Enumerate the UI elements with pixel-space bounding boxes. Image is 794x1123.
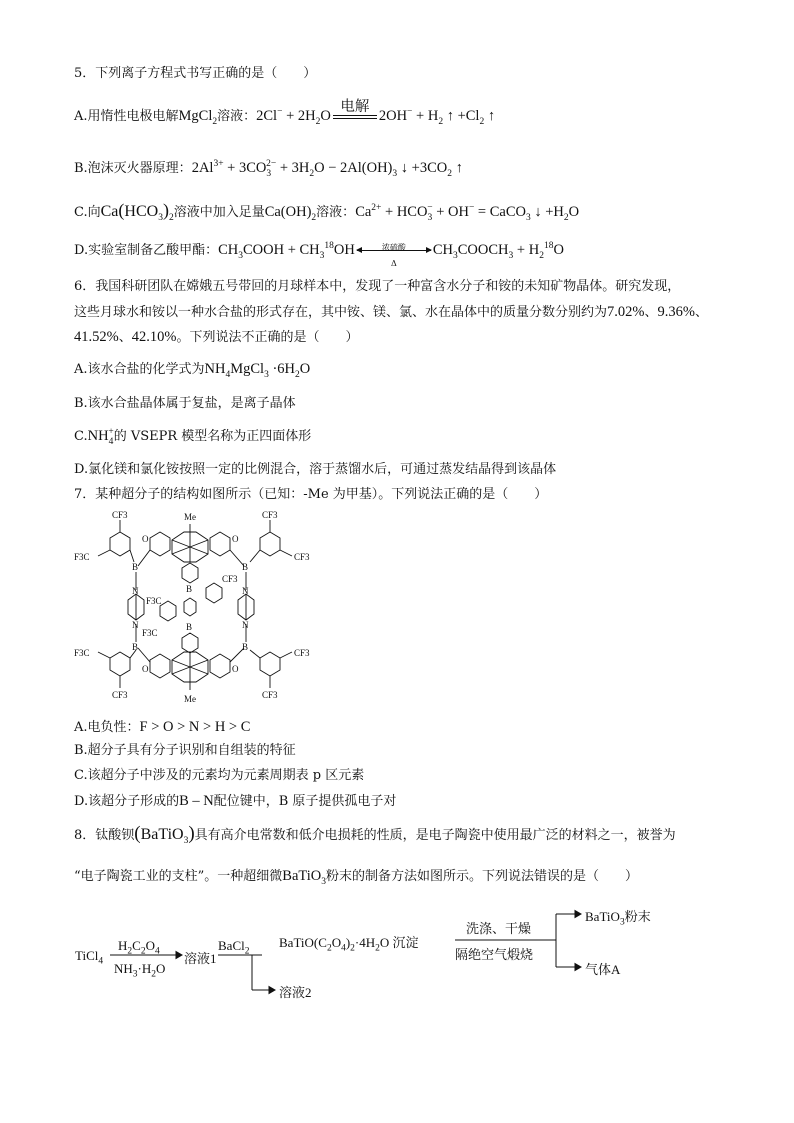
q8-line1: 8．钛酸钡(BaTiO$_3$)具有高介电常数和低介电损耗的性质，是电子陶瓷中使用最广泛的材料之一，被誉为 xyxy=(74,823,676,847)
q5-d-text: D.实验室制备乙酸甲酯： xyxy=(74,243,219,258)
fig-cf3-7: CF3 xyxy=(222,574,238,584)
flow-solution-2: 溶液2 xyxy=(279,985,312,1000)
q7-stem: 7．某种超分子的结构如图所示（已知：-Me 为甲基）。下列说法正确的是（ ） xyxy=(74,487,548,502)
fig-n-1: N xyxy=(132,586,139,596)
q5-c-mid1: 溶液中加入足量 xyxy=(173,205,265,220)
q7-d-bond: B – N xyxy=(179,793,214,809)
q5-a-text: A.用惰性电极电解 xyxy=(74,109,179,124)
fig-o-3: O xyxy=(142,664,149,674)
fig-f3c-1: F3C xyxy=(74,552,90,562)
fig-cf3-5: CF3 xyxy=(112,690,128,700)
fig-cf3-4: CF3 xyxy=(294,648,310,658)
fig-b-6: B xyxy=(186,622,193,632)
fig-f3c-4: F3C xyxy=(142,628,158,638)
q6-line1: 6．我国科研团队在嫦娥五号带回的月球样本中，发现了一种富含水分子和铵的未知矿物晶体。研究发现， xyxy=(74,279,681,294)
flow-reagent-top: $H_2C_2O_4$ xyxy=(118,938,160,957)
q6-option-b[interactable]: B.该水合盐晶体属于复盐，是离子晶体 xyxy=(74,396,296,411)
fig-cf3-6: CF3 xyxy=(262,690,278,700)
flow-start-ticl4: TiCl$_4$ xyxy=(75,948,104,967)
flow-bacl2: BaCl$_2$ xyxy=(218,938,250,957)
fig-b-1: B xyxy=(132,562,139,572)
q6-line3: 41.52%、42.10%。下列说法不正确的是（ ） xyxy=(74,329,359,345)
q6-a-text: A.该水合盐的化学式为 xyxy=(74,362,205,377)
flow-solution-1: 溶液1 xyxy=(184,951,217,966)
q7-option-d[interactable]: D.该超分子形成的B – N配位键中，B 原子提供孤电子对 xyxy=(74,793,397,809)
fig-cf3-2: CF3 xyxy=(262,510,278,520)
fig-o-1: O xyxy=(142,534,149,544)
q6-percent-4: 42.10% xyxy=(131,329,177,345)
q6-option-d[interactable]: D.氯化镁和氯化铵按照一定的比例混合，溶于蒸馏水后，可通过蒸发结晶得到该晶体 xyxy=(74,462,557,477)
q5-c-mid2: 溶液： xyxy=(316,205,356,220)
flow-calcine: 隔绝空气煅烧 xyxy=(455,947,534,962)
flow-product-gas-a: 气体A xyxy=(585,962,621,977)
fig-n-2: N xyxy=(132,620,139,630)
q8-line2: “电子陶瓷工业的支柱”。一种超细微BaTiO$_3$粉末的制备方法如图所示。下列说法错误的是（ ） xyxy=(74,868,639,887)
fig-b-2: B xyxy=(242,562,249,572)
q6-percent-2: 9.36% xyxy=(657,304,695,320)
q7-a-text: A.电负性： xyxy=(74,720,140,735)
fig-b-4: B xyxy=(242,642,249,652)
flow-reagent-bottom: $NH_3\cdot H_2O$ xyxy=(114,961,166,980)
q7-option-b[interactable]: B.超分子具有分子识别和自组装的特征 xyxy=(74,743,296,758)
fig-f3c-2: F3C xyxy=(74,648,90,658)
fig-f3c-3: F3C xyxy=(146,596,162,606)
q6-option-a[interactable]: A.该水合盐的化学式为$NH_4MgCl_3 \cdot 6H_2O$ xyxy=(74,361,311,380)
q6-option-c[interactable]: $C.NH_4^+$的 VSEPR 模型名称为正四面体形 xyxy=(74,427,312,447)
fig-me-bottom: Me xyxy=(184,694,196,704)
flow-product-batio3: BaTiO$_3$粉末 xyxy=(585,909,651,928)
q6-c-text: 的 VSEPR 模型名称为正四面体形 xyxy=(113,429,312,444)
q5-d-cond-bot: Δ xyxy=(390,259,397,268)
fig-n-3: N xyxy=(242,586,249,596)
q5-option-b[interactable]: B.泡沫灭火器原理：$2Al^{3+} + 3CO_3^{2-} + 3H_2O - 2Al(OH)_3$ ↓ $+3CO_2$ ↑ xyxy=(74,159,463,179)
q5-b-text: B.泡沫灭火器原理： xyxy=(74,161,192,176)
q5-stem: 5．下列离子方程式书写正确的是（ ） xyxy=(74,66,317,81)
q6-line2: 这些月球水和铵以一种水合盐的形式存在，其中铵、镁、氯、水在晶体中的质量分数分别约为7.02%、9.36%、 xyxy=(74,304,708,320)
q7-option-c[interactable]: C.该超分子中涉及的元素均为元素周期表 p 区元素 xyxy=(74,768,365,783)
q5-c-text: C.向 xyxy=(74,205,101,220)
fig-cf3-1: CF3 xyxy=(112,510,128,520)
fig-b-3: B xyxy=(132,642,139,652)
q5-a-cond: 电解 xyxy=(340,98,370,115)
fig-n-4: N xyxy=(242,620,249,630)
q5-option-c[interactable]: C.向$Ca(HCO_3)_2$溶液中加入足量$Ca(OH)_2$溶液：$Ca^{2+} + HCO_3^- + OH^-$ = CaCO$_3$ ↓ $+H_2O$ xyxy=(74,200,580,224)
q5-option-a[interactable]: A.用惰性电极电解MgCl$_2$溶液：$2Cl^- + 2H_2O$ 电解 $2OH^- + H_2$ ↑ $+Cl_2$ ↑ xyxy=(74,98,496,127)
flow-wash-dry: 洗涤、干燥 xyxy=(466,921,532,936)
flow-precipitate: $BaTiO(C_2O_4)_2\cdot 4H_2O$ 沉淀 xyxy=(279,935,419,954)
fig-o-4: O xyxy=(232,664,239,674)
fig-cf3-3: CF3 xyxy=(294,552,310,562)
q5-a-mid: 溶液： xyxy=(217,109,257,124)
fig-me-top: Me xyxy=(184,512,196,522)
q5-option-d[interactable]: D.实验室制备乙酸甲酯：$CH_3COOH + CH_3^{18}OH$ 浓硫酸 Δ $CH_3COOCH_3 + H_2^{18}O$ xyxy=(74,242,564,259)
q5-d-cond-top: 浓硫酸 xyxy=(381,243,406,252)
fig-b-5: B xyxy=(186,584,193,594)
q6-percent-1: 7.02% xyxy=(607,304,645,320)
q6-percent-3: 41.52% xyxy=(74,329,119,345)
q7-a-formula: F > O > N > H > C xyxy=(139,719,251,735)
fig-o-2: O xyxy=(232,534,239,544)
